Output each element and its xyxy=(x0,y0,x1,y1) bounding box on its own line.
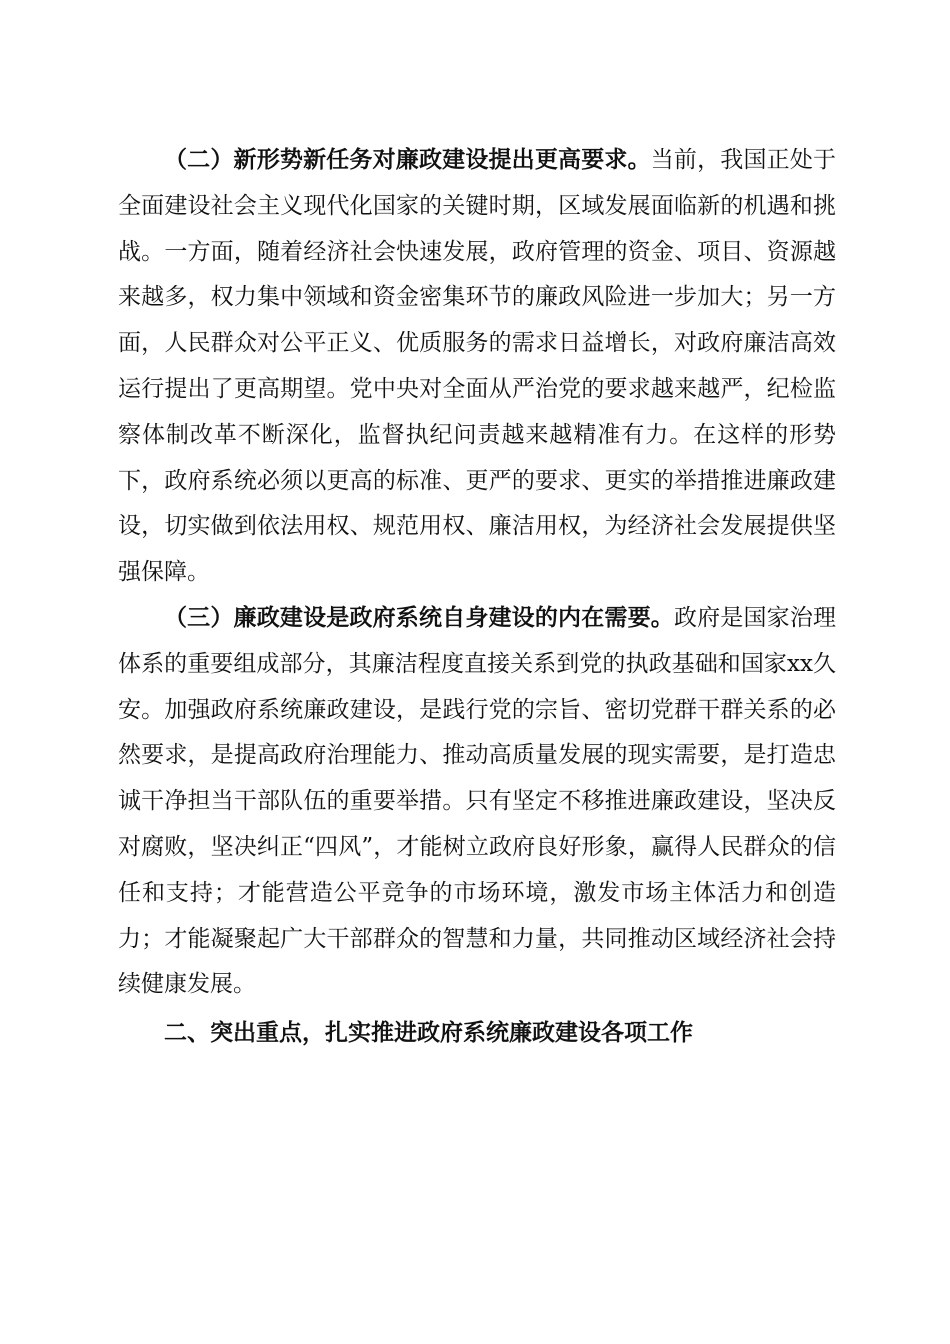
paragraph-3-lead: （三）廉政建设是政府系统自身建设的内在需要。 xyxy=(164,604,674,631)
document-body xyxy=(118,138,836,1057)
section-heading: 二、突出重点，扎实推进政府系统廉政建设各项工作 xyxy=(164,1020,693,1047)
paragraph-2 xyxy=(118,138,836,596)
paragraph-3 xyxy=(118,596,836,1008)
paragraph-2-lead: （二）新形势新任务对廉政建设提出更高要求。 xyxy=(164,147,651,173)
paragraph-3-text: 政府是国家治理体系的重要组成部分，其廉洁程度直接关系到党的执政基础和国家xx久安。加强政府系统廉政建设，是践行党的宗旨、密切党群干群关系的必然要求，是提高政府治理能力、推动高质量发展的现实需要，是打造忠诚干净担当干部队伍的重要举措。只有坚定不移推进廉政建设，坚决反对腐败，坚决纠正“四风”，才能树立政府良好形象，赢得人民群众的信任和支持；才能营造公平竞争的市场环境，激发市场主体活力和创造力；才能凝聚起广大干部群众的智慧和力量，共同推动区域经济社会持续健康发展。 xyxy=(118,604,837,998)
paragraph-2-text: 当前，我国正处于全面建设社会主义现代化国家的关键时期，区域发展面临新的机遇和挑战。一方面，随着经济社会快速发展，政府管理的资金、项目、资源越来越多，权力集中领域和资金密集环节的廉政风险进一步加大；另一方面，人民群众对公平正义、优质服务的需求日益增长，对政府廉洁高效运行提出了更高期望。党中央对全面从严治党的要求越来越严，纪检监察体制改革不断深化，监督执纪问责越来越精准有力。在这样的形势下，政府系统必须以更高的标准、更严的要求、更实的举措推进廉政建设，切实做到依法用权、规范用权、廉洁用权，为经济社会发展提供坚强保障。 xyxy=(118,147,837,586)
